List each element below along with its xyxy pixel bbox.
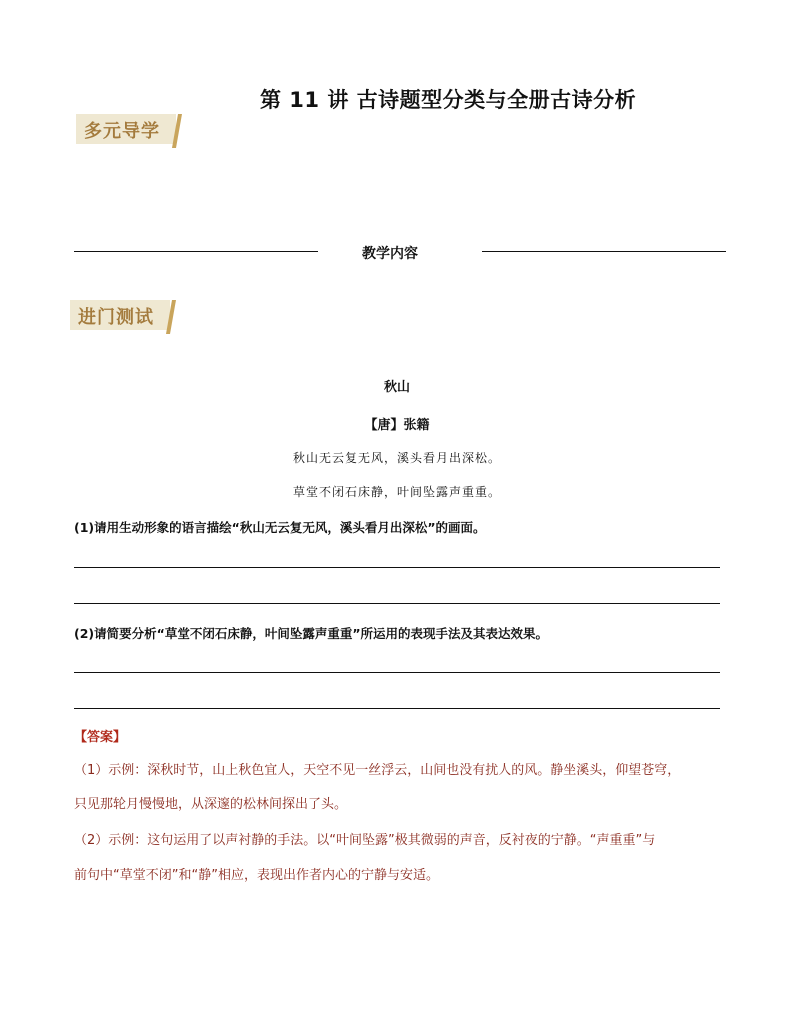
- section-rule-left: [74, 251, 318, 252]
- poem-author: 【唐】张籍: [364, 418, 430, 433]
- section-rule-right: [482, 251, 726, 252]
- poem-line: 秋山无云复无风，溪头看月出深松。: [292, 451, 501, 465]
- section-label: 教学内容: [362, 246, 418, 262]
- answer-rule: [74, 672, 720, 673]
- badge-test-text: 进门测试: [78, 307, 154, 328]
- question-1: (1)请用生动形象的语言描绘“秋山无云复无风，溪头看月出深松”的画面。: [74, 520, 486, 535]
- badge-intro-text: 多元导学: [84, 121, 160, 142]
- badge-test: [70, 300, 178, 330]
- badge-slash-decoration: [172, 114, 186, 148]
- page-title: 第 11 讲 古诗题型分类与全册古诗分析: [260, 88, 637, 112]
- answer-line: 前句中“草堂不闭”和“静”相应，表现出作者内心的宁静与安适。: [74, 868, 439, 883]
- badge-slash-decoration: [166, 300, 180, 334]
- answer-rule: [74, 603, 720, 604]
- answer-rule: [74, 567, 720, 568]
- badge-intro: [76, 114, 184, 144]
- answer-rule: [74, 708, 720, 709]
- question-2: (2)请简要分析“草堂不闭石床静，叶间坠露声重重”所运用的表现手法及其表达效果。: [74, 626, 549, 641]
- poem-line: 草堂不闭石床静，叶间坠露声重重。: [292, 485, 501, 499]
- poem-title: 秋山: [383, 380, 410, 395]
- answer-line: 只见那轮月慢慢地，从深邃的松林间探出了头。: [74, 797, 348, 812]
- answer-line: （1）示例：深秋时节，山上秋色宜人，天空不见一丝浮云，山间也没有扰人的风。静坐溪头，仰望苍穹，: [74, 763, 681, 778]
- answer-line: （2）示例：这句运用了以声衬静的手法。以“叶间坠露”极其微弱的声音，反衬夜的宁静。“声重重”与: [74, 833, 656, 848]
- answer-label: 【答案】: [74, 730, 127, 745]
